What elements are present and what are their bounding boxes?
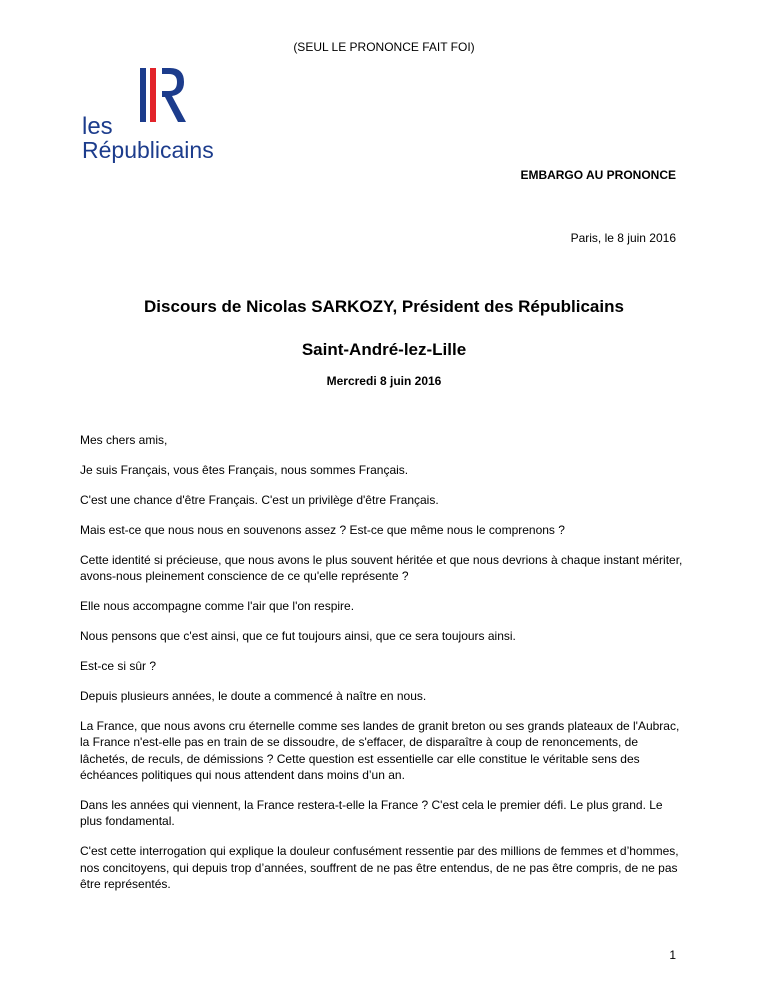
speech-title: Discours de Nicolas SARKOZY, Président des Républicains <box>144 297 624 316</box>
logo-bar-red <box>150 68 156 122</box>
dateline: Paris, le 8 juin 2016 <box>570 231 676 245</box>
logo-text-republicains: Républicains <box>82 137 214 163</box>
paragraph: Mais est-ce que nous nous en souvenons assez ? Est-ce que même nous le comprenons ? <box>80 522 565 537</box>
header-note: (SEUL LE PRONONCE FAIT FOI) <box>293 40 475 54</box>
embargo-notice: EMBARGO AU PRONONCE <box>520 168 676 182</box>
speech-date: Mercredi 8 juin 2016 <box>326 374 442 388</box>
paragraph: C'est cette interrogation qui explique la douleur confusément ressentie par des millions de femmes et d’hommes, nos concitoyens, qui depuis trop d’années, souffrent de ne pas être entendus, de ne pas être compris, de ne pas être représentés. <box>80 844 679 892</box>
paragraph: Nous pensons que c'est ainsi, que ce fut toujours ainsi, que ce sera toujours ainsi. <box>80 628 516 643</box>
page-number: 1 <box>669 948 676 962</box>
logo-text-les: les <box>82 113 113 140</box>
paragraph: Depuis plusieurs années, le doute a commencé à naître en nous. <box>80 688 427 703</box>
paragraph: Dans les années qui viennent, la France restera-t-elle la France ? C'est cela le premier défi. Le plus grand. Le plus fondamental. <box>80 797 663 829</box>
speech-location: Saint-André-lez-Lille <box>301 340 467 359</box>
speech-body <box>80 432 685 906</box>
paragraph: Je suis Français, vous êtes Français, nous sommes Français. <box>80 462 409 477</box>
paragraph: La France, que nous avons cru éternelle comme ses landes de granit breton ou ses grands plateaux de l'Aubrac, la France n'est-elle pas en train de se dissoudre, de s'effacer, de disparaître à coup de renoncements, de lâchetés, de reculs, de démissions ? Cette question est essentielle car elle constitue le véritable sens des échéances politiques qui nous attendent dans moins d’un an. <box>80 718 680 783</box>
paragraph: Cette identité si précieuse, que nous avons le plus souvent héritée et que nous devrions à chaque instant mériter, avons-nous pleinement conscience de ce qu'elle représente ? <box>80 552 683 584</box>
paragraph: Est-ce si sûr ? <box>80 658 157 673</box>
paragraph: Elle nous accompagne comme l'air que l'on respire. <box>80 598 355 613</box>
les-republicains-logo <box>80 64 240 164</box>
paragraph: C'est une chance d'être Français. C'est un privilège d'être Français. <box>80 492 439 507</box>
logo-bar-blue <box>140 68 146 122</box>
logo-r-letter <box>162 68 186 122</box>
paragraph: Mes chers amis, <box>80 433 168 447</box>
